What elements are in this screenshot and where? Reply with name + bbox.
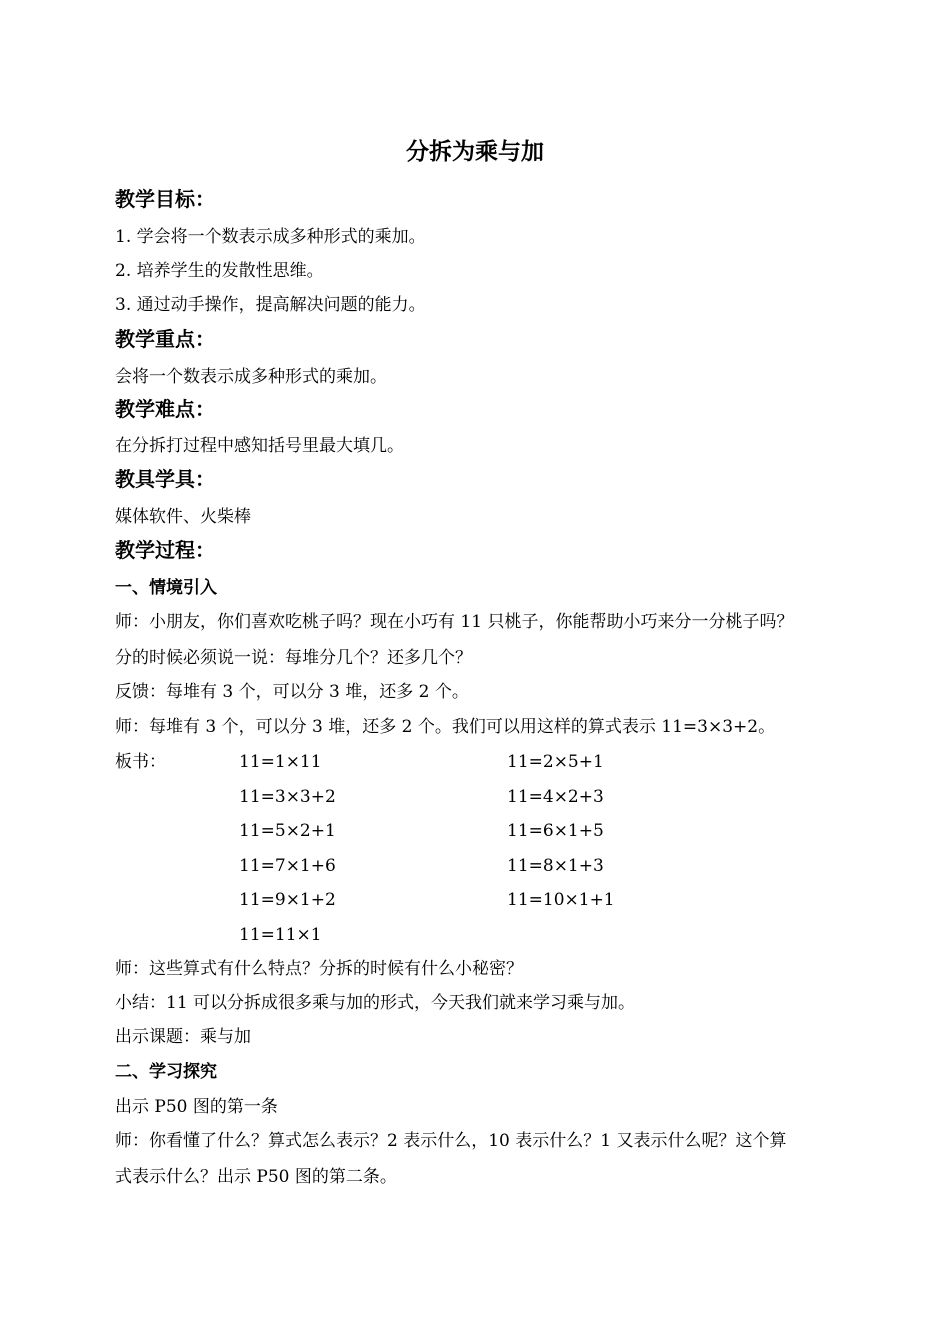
paragraph-line: 反馈：每堆有 3 个，可以分 3 堆，还多 2 个。 xyxy=(115,682,469,702)
section1-heading: 一、情境引入 xyxy=(115,578,217,598)
board-equation: 11=7×1+6 xyxy=(239,856,336,876)
tools-heading: 教具学具： xyxy=(115,467,215,491)
section2-heading: 二、学习探究 xyxy=(115,1062,217,1082)
key-points-heading: 教学重点： xyxy=(115,327,215,351)
paragraph-line: 出示课题：乘与加 xyxy=(115,1027,251,1047)
board-label: 板书： xyxy=(115,752,166,772)
board-equation: 11=1×11 xyxy=(239,752,322,772)
board-equation: 11=5×2+1 xyxy=(239,821,336,841)
paragraph-line: 师：每堆有 3 个，可以分 3 堆，还多 2 个。我们可以用这样的算式表示 11=3×3+2。 xyxy=(115,717,776,737)
board-equation: 11=8×1+3 xyxy=(507,856,604,876)
board-equation: 11=6×1+5 xyxy=(507,821,604,841)
key-points-text: 会将一个数表示成多种形式的乘加。 xyxy=(115,367,387,387)
objectives-heading: 教学目标： xyxy=(115,187,215,211)
board-equation: 11=2×5+1 xyxy=(507,752,604,772)
paragraph-line: 小结：11 可以分拆成很多乘与加的形式，今天我们就来学习乘与加。 xyxy=(115,993,636,1013)
difficulties-heading: 教学难点： xyxy=(115,397,215,421)
board-equation: 11=11×1 xyxy=(239,925,322,945)
paragraph-line: 分的时候必须说一说：每堆分几个？还多几个？ xyxy=(115,648,472,668)
difficulties-text: 在分拆打过程中感知括号里最大填几。 xyxy=(115,436,404,456)
page-title: 分拆为乘与加 xyxy=(406,139,544,165)
process-heading: 教学过程： xyxy=(115,538,215,562)
objective-item: 2. 培养学生的发散性思维。 xyxy=(115,261,324,281)
paragraph-line: 师：你看懂了什么？算式怎么表示？2 表示什么，10 表示什么？1 又表示什么呢？这个算 xyxy=(115,1131,787,1151)
board-equation: 11=4×2+3 xyxy=(507,787,604,807)
tools-text: 媒体软件、火柴棒 xyxy=(115,507,251,527)
board-equation: 11=9×1+2 xyxy=(239,890,336,910)
board-equation: 11=10×1+1 xyxy=(507,890,615,910)
board-equation: 11=3×3+2 xyxy=(239,787,336,807)
objective-item: 3. 通过动手操作，提高解决问题的能力。 xyxy=(115,295,426,315)
paragraph-line: 师：这些算式有什么特点？分拆的时候有什么小秘密？ xyxy=(115,959,523,979)
objective-item: 1. 学会将一个数表示成多种形式的乘加。 xyxy=(115,227,426,247)
paragraph-line: 师：小朋友，你们喜欢吃桃子吗？现在小巧有 11 只桃子，你能帮助小巧来分一分桃子吗？ xyxy=(115,612,794,632)
paragraph-line: 出示 P50 图的第一条 xyxy=(115,1097,278,1117)
paragraph-line: 式表示什么？出示 P50 图的第二条。 xyxy=(115,1167,397,1187)
